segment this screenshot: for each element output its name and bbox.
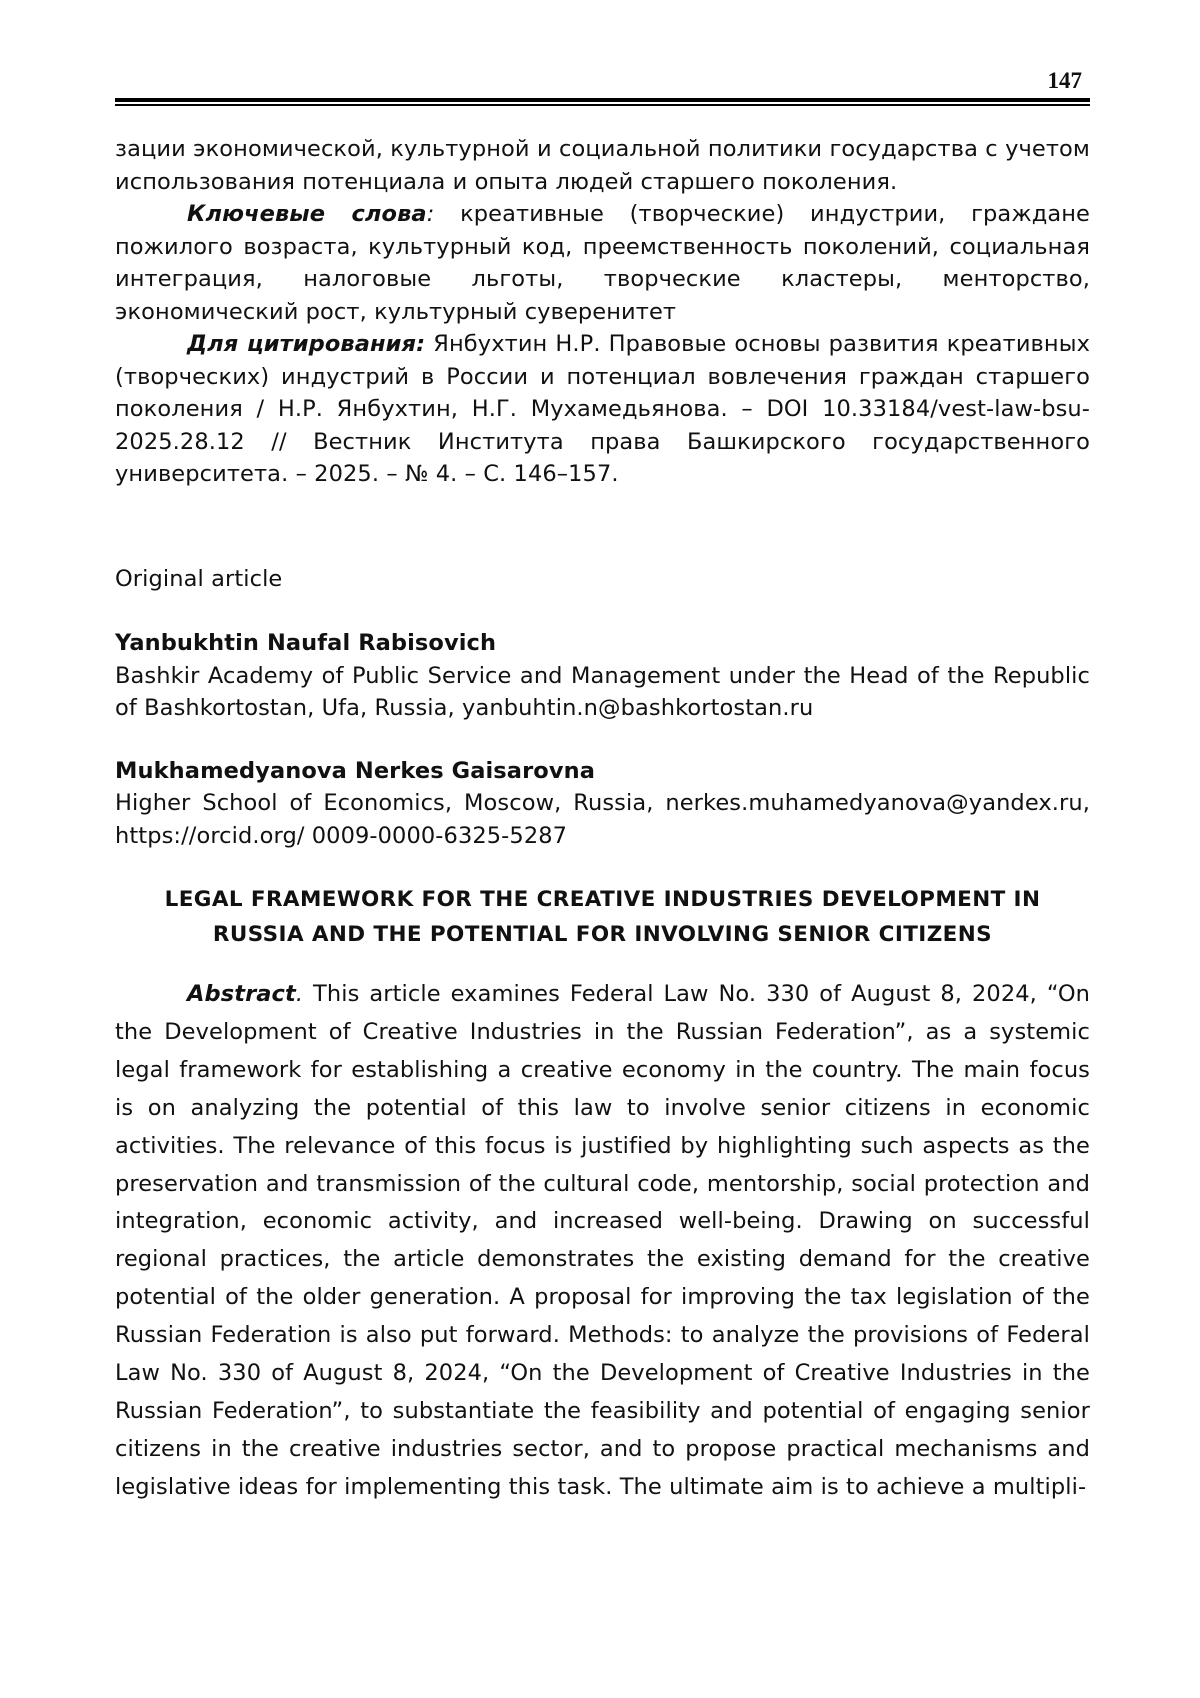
keywords-text: креативные (творческие) индустрии, граждане пожилого возраста, культурный код, преемственность поколений, социальная интеграция, налоговые льготы, творческие кластеры, менторство, экономический рост, культурный суверенитет bbox=[115, 201, 1090, 325]
abstract-label: Abstract bbox=[187, 981, 296, 1007]
article-content bbox=[115, 133, 1090, 1507]
abstract-text: This article examines Federal Law No. 330 of August 8, 2024, “On the Development of Creative Industries in the Russian Federation”, as a systemic legal framework for establishing a creative economy in the country. The main focus is on analyzing the potential of this law to involve senior citizens in economic activities. The relevance of this focus is justified by highlighting such aspects as the preservation and transmission of the cultural code, mentorship, social protection and integration, economic activity, and increased well-being. Drawing on successful regional practices, the article demonstrates the existing demand for the creative potential of the older generation. A proposal for improving the tax legislation of the Russian Federation is also put forward. Methods: to analyze the provisions of Federal Law No. 330 of August 8, 2024, “On the Development of Creative Industries in the Russian Federation”, to substantiate the feasibility and potential of engaging senior citizens in the creative industries sector, and to propose practical mechanisms and legislative ideas for implementing this task. The ultimate aim is to achieve a multipli- bbox=[115, 981, 1090, 1500]
abstract bbox=[115, 976, 1090, 1507]
article-type: Original article bbox=[115, 565, 283, 592]
keywords-label: Ключевые слова bbox=[187, 201, 427, 227]
abstract-dot: . bbox=[295, 981, 304, 1007]
author-2-name: Mukhamedyanova Nerkes Gaisarovna bbox=[115, 757, 595, 784]
author-2-affiliation: Higher School of Economics, Moscow, Russia, nerkes.muhamedyanova@yandex.ru, https://orcid.org/ 0009-0000-6325-5287 bbox=[115, 790, 1090, 849]
author-1-name: Yanbukhtin Naufal Rabisovich bbox=[115, 630, 497, 656]
header-rule-thick bbox=[115, 98, 1090, 102]
keywords-ru bbox=[115, 198, 1090, 328]
page-number: 147 bbox=[1047, 68, 1082, 93]
keywords-colon: : bbox=[426, 201, 435, 227]
author-1-affiliation: Bashkir Academy of Public Service and Management under the Head of the Republic of Bashkortostan, Ufa, Russia, yanbuhtin.n@bashkortostan.ru bbox=[115, 662, 1090, 721]
page-header bbox=[115, 66, 1090, 106]
header-rule-thin bbox=[115, 104, 1090, 106]
intro-continuation: зации экономической, культурной и социальной политики государства с учетом использования потенциала и опыта людей старшего поколения. bbox=[115, 136, 1090, 195]
citation-ru bbox=[115, 328, 1090, 491]
citation-label: Для цитирования: bbox=[187, 331, 426, 357]
article-title: LEGAL FRAMEWORK FOR THE CREATIVE INDUSTRIES DEVELOPMENT IN RUSSIA AND THE POTENTIAL FOR INVOLVING SENIOR CITIZENS bbox=[164, 887, 1041, 947]
citation-text: Янбухтин Н.Р. Правовые основы развития креативных (творческих) индустрий в России и потенциал вовлечения граждан старшего поколения / Н.Р. Янбухтин, Н.Г. Мухамедьянова. – DOI 10.33184/vest-law-bsu-2025.28.12 // Вестник Института права Башкирского государственного университета. – 2025. – № 4. – С. 146–157. bbox=[115, 331, 1091, 487]
